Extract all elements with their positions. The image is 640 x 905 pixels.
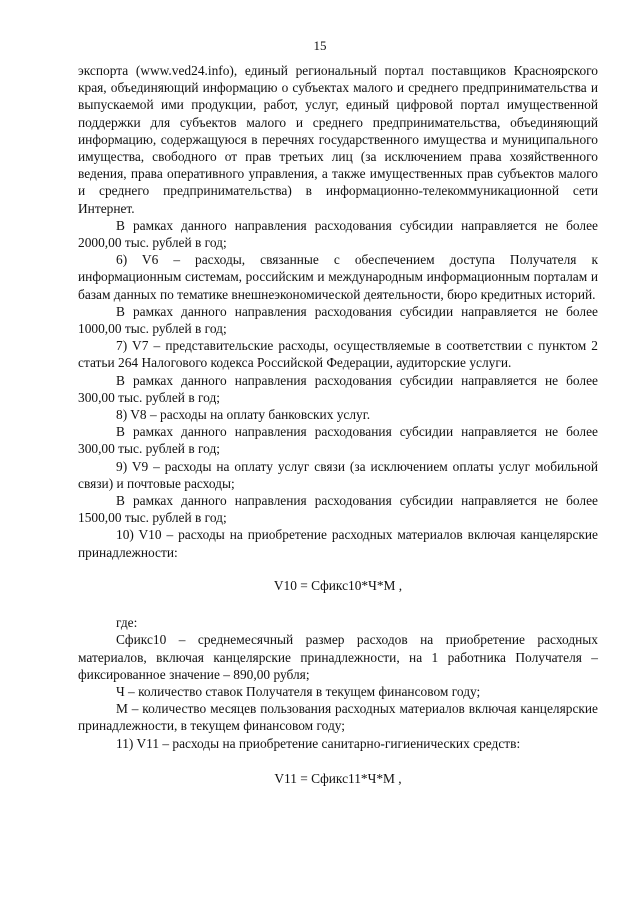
definition-ch: Ч – количество ставок Получателя в текущем финансовом году;	[116, 683, 481, 699]
paragraph-v10: 10) V10 – расходы на приобретение расходных материалов включая канцелярские принадлежности:	[78, 527, 598, 560]
paragraph-v8: 8) V8 – расходы на оплату банковских услуг.	[116, 407, 371, 423]
paragraph-limit-1500: В рамках данного направления расходования субсидии направляется не более 1500,00 тыс. рублей в год;	[78, 493, 598, 526]
paragraph-v6: 6) V6 – расходы, связанные с обеспечением доступа Получателя к информационным системам, российским и международным информационным порталам и базам данных по тематике внешнеэкономической деятельности, бюро кредитных историй.	[78, 252, 598, 302]
document-body	[78, 62, 598, 787]
definition-cfix10: Cфикс10 – среднемесячный размер расходов на приобретение расходных материалов, включая канцелярские принадлежности, на 1 работника Получателя – фиксированное значение – 890,00 рубля;	[78, 632, 598, 682]
paragraph-limit-2000: В рамках данного направления расходования субсидии направляется не более 2000,00 тыс. рублей в год;	[78, 217, 598, 251]
definition-m: М – количество месяцев пользования расходных материалов включая канцелярские принадлежности, в текущем финансовом году;	[78, 701, 598, 734]
paragraph-v7: 7) V7 – представительские расходы, осуществляемые в соответствии с пунктом 2 статьи 264 Налогового кодекса Российской Федерации, аудиторские услуги.	[78, 338, 598, 371]
paragraph-export-portals: экспорта (www.ved24.info), единый региональный портал поставщиков Красноярского края, объединяющий информацию о субъектах малого и среднего предпринимательства и выпускаемой ими продукции, работ, услуг, единый цифровой портал имущественной поддержки для субъектов малого и среднего предпринимательства, объединяющий информацию, содержащуюся в перечнях государственного имущества и муниципального имущества, свободного от прав третьих лиц (за исключением права хозяйственного ведения, права оперативного управления, а также имущественных прав субъектов малого и среднего предпринимательства) в информационно-телекоммуникационной сети Интернет.	[78, 63, 598, 216]
where-label: где:	[116, 615, 138, 631]
paragraph-limit-300-b: В рамках данного направления расходования субсидии направляется не более 300,00 тыс. рублей в год;	[78, 424, 598, 457]
formula-v11: V11 = Cфикс11*Ч*М ,	[274, 770, 402, 786]
page-number: 15	[313, 38, 327, 53]
paragraph-v9: 9) V9 – расходы на оплату услуг связи (за исключением оплаты услуг мобильной связи) и почтовые расходы;	[78, 458, 598, 491]
paragraph-v11: 11) V11 – расходы на приобретение санитарно-гигиенических средств:	[116, 735, 521, 751]
formula-v10: V10 = Cфикс10*Ч*М ,	[273, 577, 403, 593]
paragraph-limit-300-a: В рамках данного направления расходования субсидии направляется не более 300,00 тыс. рублей в год;	[78, 372, 598, 405]
paragraph-limit-1000: В рамках данного направления расходования субсидии направляется не более 1000,00 тыс. рублей в год;	[78, 303, 598, 337]
